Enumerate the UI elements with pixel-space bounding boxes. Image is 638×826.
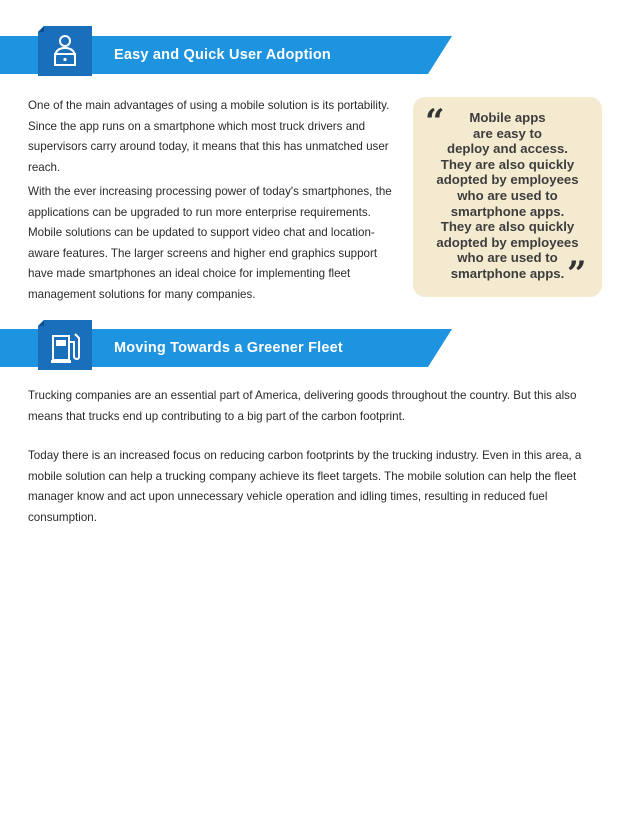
paragraph-carbon-footprint: Today there is an increased focus on reducing carbon footprints by the trucking industry. Even in this area, a mobile solution can help a trucking company achieve its fleet targets. The mobile solution can help the fleet manager know and act upon unnecessary vehicle operation and idling times, resulting in reduced fuel consumption. — [28, 449, 582, 524]
pull-quote-text: Mobile apps are easy to deploy and access. They are also quickly adopted by employees who are used to smartphone apps. They are also quickly adopted by employees who are used to smartphone apps. — [436, 110, 579, 281]
close-quote-icon: ” — [567, 254, 587, 294]
open-quote-icon: “ — [425, 102, 445, 142]
paragraph-portability: One of the main advantages of using a mobile solution is its portability. Since the app runs on a smartphone which most truck drivers and supervisors carry around today, it means that this has unmatched user reach. — [28, 99, 390, 174]
pull-quote-box — [413, 97, 602, 297]
fuel-pump-icon — [38, 320, 92, 366]
paragraph-trucking-companies: Trucking companies are an essential part of America, delivering goods throughout the country. But this also means that trucks end up contributing to a big part of the carbon footprint. — [28, 389, 577, 423]
section-title: Easy and Quick User Adoption — [114, 47, 331, 63]
user-at-laptop-icon — [38, 26, 92, 72]
paragraph-processing-power: With the ever increasing processing power of today's smartphones, the applications can be upgraded to run more enterprise requirements. Mobile solutions can be updated to support video chat and location-aware features. The larger screens and higher end graphics support have made smartphones an ideal choice for implementing fleet management solutions for many companies. — [28, 185, 392, 301]
section-title: Moving Towards a Greener Fleet — [114, 340, 343, 356]
